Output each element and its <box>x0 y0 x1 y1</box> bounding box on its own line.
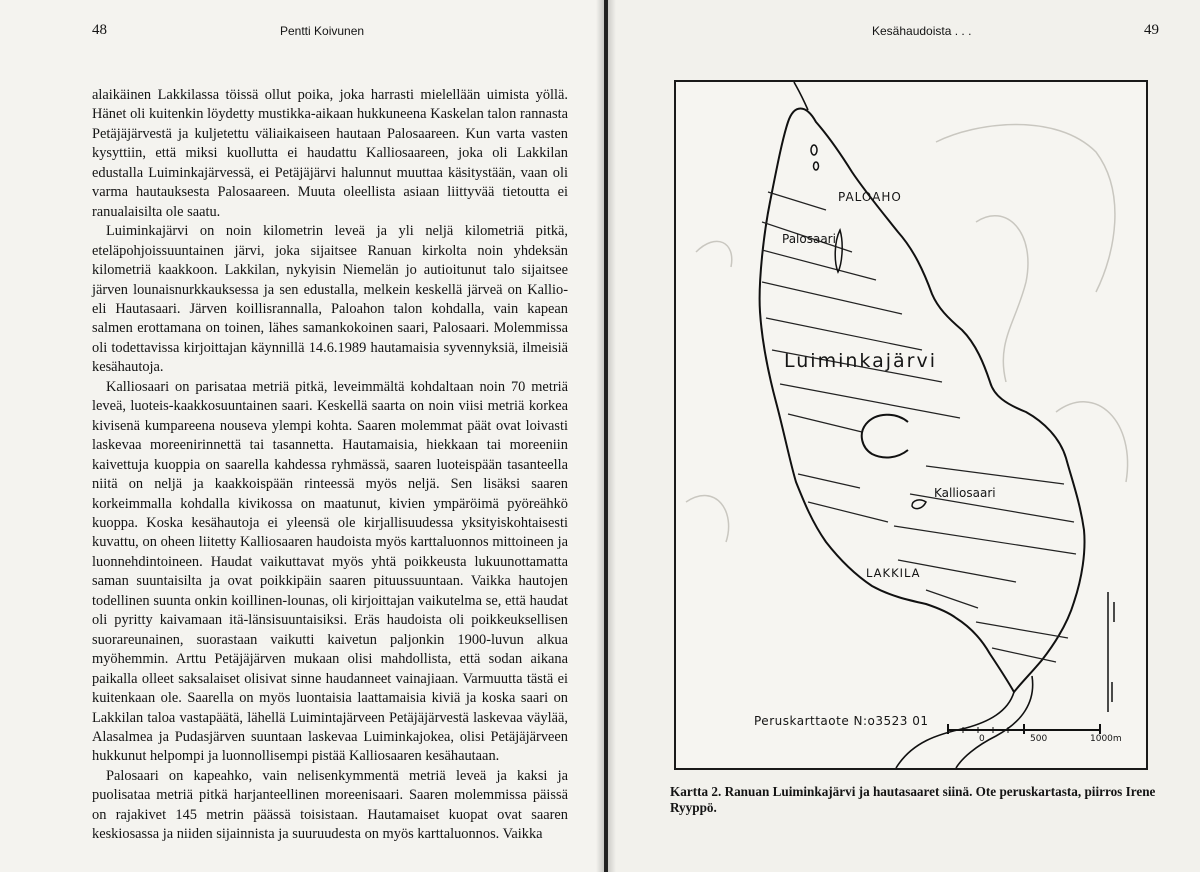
paragraph-2: Luiminkajärvi on noin kilometrin leveä ja yli neljä kilometriä pitkä, eteläpohjoissuuntainen järvi, joka sijaitsee Ranuan kirkolta noin yhdeksän kilometriä kaakkoon. Lakkilan, nykyisin Niemelän jo autioitunut talo sijaitsee järven lounaisnurkkauksessa ja sen edustalla, melkein keskellä järveä on Kallio- eli Hautasaari. Järven koillisrannalla, Paloahon talon kohdalla, vain kapean salmen erottamana on toinen, lähes samankokoinen saari, Palosaari. Molemmissa oli todettavissa kirjoittajan käynnillä 14.6.1989 hautamaisia syvennyksiä, ilmeisiä kesähautoja. <box>92 223 568 376</box>
paragraph-4: Palosaari on kapeahko, vain nelisenkymmentä metriä leveä ja kaksi ja puolisataa metriä pitkä harjanteellinen moreenisaari. Saaren molemmissa päissä on rajakivet 145 metrin päässä toisistaan. Hautamaiset kuopat ovat saaren keskiosassa ja niiden sijainnista ja suuruudesta on myös karttaluonnos. Vaikka <box>92 767 568 843</box>
scale-label-1000m: 1000m <box>1090 734 1122 744</box>
paragraph-3: Kalliosaari on parisataa metriä pitkä, leveimmältä kohdaltaan noin 70 metriä leveä, luoteis-kaakkosuuntainen saari. Keskellä saarta on noin viisi metriä korkea kivisenä kumpareena nouseva ylempi kohta. Saaren molemmat päät ovat loivasti laskevaa moreenirinnettä tai tasannetta. Hautamaisia, hiekkaan tai moreeniin kaivettuja kuoppia on saarella kahdessa ryhmässä, saaren luoteispään tasanteella niitä on neljä ja kaakkoispään rinteessä myös neljä. Sen lisäksi saaren korkeimmalla kohdalla kivikossa on maatunut, kivien ympäröimä pyöreähkö kuoppa. Koska kesähautoja ei yleensä ole kirjallisuudessa yksityiskohtaisesti kuvattu, on oheen liitetty Kalliosaaren haudoista myös karttaluonnos mittoineen ja luonnehdintoineen. Haudat vaikuttavat myös yhtä poikkeusta lukuunottamatta saman suuntaisilta ja ovat poikkipäin saaren pituussuuntaan. Vaikka hautojen todellinen suunta onkin koillinen-lounas, oli kirjoittajan vaikutelma se, että haudat oli pyritty kaivamaan itä-länsisuuntaisiksi. Eräs haudoista oli poikkeuksellisen suorareunainen, suorastaan vaikutti kaivetun paljonkin 1900-luvun alkua myöhemmin. Arttu Petäjäjärven mukaan olisi mahdollista, että sodan aikana paikalla olleet saksalaiset olisivat sinne haudanneet vainajiaan. Varmuutta tästä ei kuitenkaan ole. Saarella on myös luontaisia laattamaisia kiviä ja koska saari on Lakkilan taloa vastapäätä, lähellä Luimintajärveen Petäjäjärvestä laskevaa väylää, Alasalmea ja Pudasjärven suuntaan laskevaa Luiminkajokea, olisi Petäjäjärveen hukkunut helpompi ja luonnollisempi pistää Kalliosaaren kesähautaan. <box>92 378 568 765</box>
running-head-left: Pentti Koivunen <box>280 24 365 38</box>
paragraph-1: alaikäinen Lakkilassa töissä ollut poika, joka harrasti mielellään uimista yöllä. Hänet oli kuitenkin löydetty mustikka-aikaan hukkuneena Kaskelan talon rannasta Petäjäjärvestä ja kuljetettu väliaikaiseen hautaan Palosaareen. Kun varta vasten kysyttiin, että miksi kuollutta ei haudattu Kalliosaareen, joka oli Lakkilan edustalla Luiminkajärvessä, ei Petäjäjärvi halunnut muuttaa käsitystään, vaan oli varma hautauksesta Palosaareen. Muuta oleellista asiaan liittyvää tietoutta ei ranualaisilta ole saatu. <box>92 87 568 220</box>
label-lakkila: LAKKILA <box>866 566 921 580</box>
map-figure <box>674 80 1148 770</box>
label-kalliosaari: Kalliosaari <box>934 486 996 500</box>
body-text <box>92 86 568 845</box>
figure-caption: Kartta 2. Ranuan Luiminkajärvi ja hautasaaret siinä. Ote peruskartasta, piirros Irene Ryyppö. <box>670 784 1156 815</box>
north-arrow <box>1108 592 1114 712</box>
label-luiminkajarvi: Luiminkajärvi <box>784 350 937 372</box>
running-head-right: Kesähaudoista . . . <box>872 24 972 38</box>
label-paloaho: PALOAHO <box>838 190 902 204</box>
scale-bar <box>948 724 1100 734</box>
map-source-note: Peruskarttaote N:o3523 01 <box>754 714 929 728</box>
page-number-right: 49 <box>1144 22 1159 38</box>
page-number-left: 48 <box>92 22 107 38</box>
right-page <box>608 0 1200 872</box>
lake-outline <box>760 109 1085 693</box>
lake-map <box>676 82 1146 768</box>
label-palosaari: Palosaari <box>782 232 836 246</box>
scale-label-500: 500 <box>1030 734 1048 744</box>
scale-label-0: 0 <box>979 734 985 744</box>
